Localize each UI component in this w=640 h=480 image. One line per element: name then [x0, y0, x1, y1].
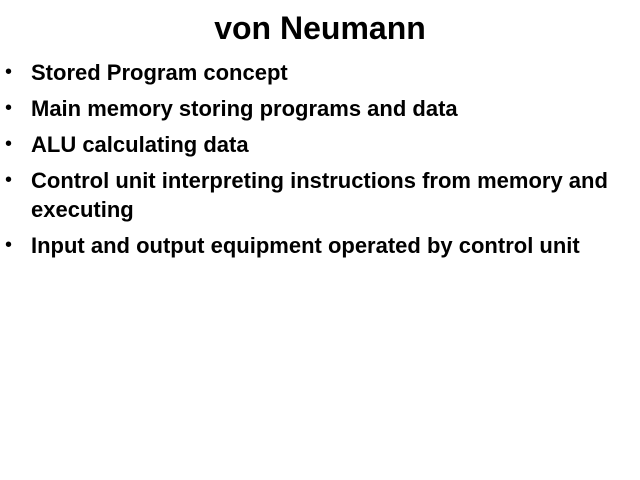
bullet-text: Input and output equipment operated by control unit: [31, 233, 580, 258]
bullet-icon: •: [5, 97, 13, 119]
bullet-icon: •: [5, 61, 13, 83]
bullet-icon: •: [5, 133, 13, 155]
slide-title: von Neumann: [214, 10, 426, 46]
bullet-item: [0, 130, 640, 159]
bullet-text: Main memory storing programs and data: [31, 96, 458, 121]
bullet-text: ALU calculating data: [31, 132, 249, 157]
bullet-item: [0, 58, 640, 87]
bullet-text: Control unit interpreting instructions from memory and executing: [31, 168, 608, 222]
bullet-icon: •: [5, 234, 13, 256]
bullet-text: Stored Program concept: [31, 60, 288, 85]
bullet-item: [0, 166, 640, 224]
bullet-list: [0, 58, 640, 267]
bullet-icon: •: [5, 169, 13, 191]
bullet-item: [0, 231, 615, 260]
bullet-item: [0, 94, 640, 123]
